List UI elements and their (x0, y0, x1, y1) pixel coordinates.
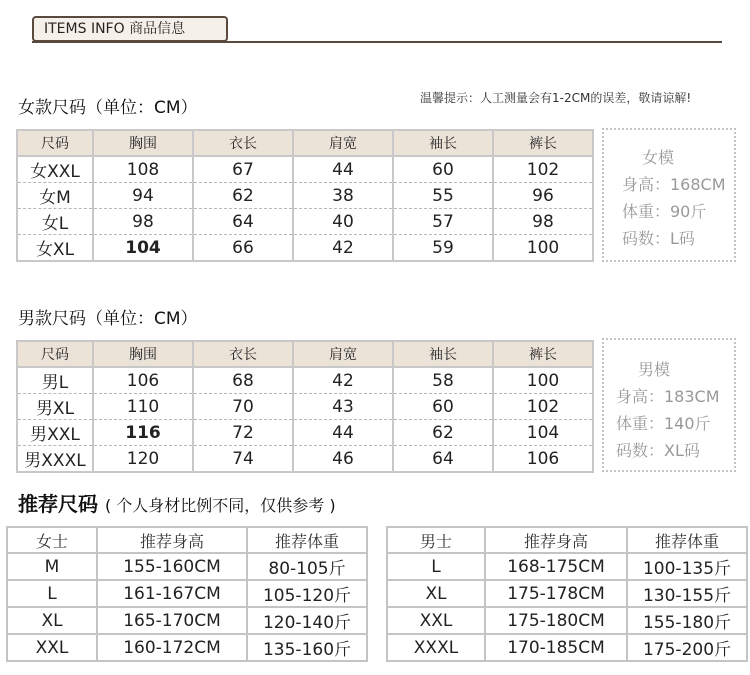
cell: XL (7, 607, 97, 634)
cell: 68 (193, 367, 293, 394)
cell: 108 (93, 156, 193, 183)
cell: 105-120斤 (247, 580, 367, 607)
cell: 60 (393, 394, 493, 420)
cell: 100 (493, 367, 593, 394)
table-row (17, 209, 593, 235)
model-size: 码数：L码 (622, 229, 695, 248)
table-row (17, 367, 593, 394)
cell: 42 (293, 235, 393, 262)
cell: 女M (17, 183, 93, 209)
men-size-table (16, 340, 594, 473)
cell: 120 (93, 446, 193, 473)
cell: 男XL (17, 394, 93, 420)
women-model-box (602, 128, 736, 262)
table-row (17, 420, 593, 446)
cell: 155-160CM (97, 553, 247, 580)
cell: 38 (293, 183, 393, 209)
cell: 43 (293, 394, 393, 420)
cell: 66 (193, 235, 293, 262)
cell: 64 (193, 209, 293, 235)
table-header-row (387, 527, 747, 553)
model-weight: 体重：90斤 (622, 202, 707, 221)
cell: 135-160斤 (247, 634, 367, 661)
model-size: 码数：XL码 (616, 441, 700, 460)
cell: 102 (493, 394, 593, 420)
cell: 155-180斤 (627, 607, 747, 634)
measurement-tip: 温馨提示：人工测量会有1-2CM的误差，敬请谅解! (420, 91, 692, 105)
cell: 男L (17, 367, 93, 394)
header-divider (32, 41, 722, 43)
table-row (17, 446, 593, 473)
table-row (387, 607, 747, 634)
col-rec-weight: 推荐体重 (627, 527, 747, 553)
cell: 40 (293, 209, 393, 235)
cell: 120-140斤 (247, 607, 367, 634)
cell: 80-105斤 (247, 553, 367, 580)
table-row (387, 634, 747, 661)
cell: 110 (93, 394, 193, 420)
cell: 102 (493, 156, 593, 183)
table-row (7, 580, 367, 607)
cell: 女XL (17, 235, 93, 262)
recommend-title: 推荐尺码 (18, 492, 98, 516)
cell: 57 (393, 209, 493, 235)
cell: 64 (393, 446, 493, 473)
col-pants: 裤长 (493, 130, 593, 156)
cell: 44 (293, 156, 393, 183)
cell: M (7, 553, 97, 580)
cell: 74 (193, 446, 293, 473)
col-rec-weight: 推荐体重 (247, 527, 367, 553)
women-recommend-table (6, 526, 368, 662)
col-men: 男士 (387, 527, 485, 553)
model-weight: 体重：140斤 (616, 414, 711, 433)
women-size-table (16, 129, 594, 262)
cell: 98 (493, 209, 593, 235)
cell: L (387, 553, 485, 580)
cell: 175-178CM (485, 580, 627, 607)
cell: 女XXL (17, 156, 93, 183)
col-length: 衣长 (193, 341, 293, 367)
cell: 46 (293, 446, 393, 473)
col-chest: 胸围 (93, 130, 193, 156)
col-chest: 胸围 (93, 341, 193, 367)
cell: 98 (93, 209, 193, 235)
table-header-row (7, 527, 367, 553)
cell: L (7, 580, 97, 607)
men-model-box (602, 338, 736, 472)
col-women: 女士 (7, 527, 97, 553)
table-row (7, 553, 367, 580)
cell: 男XXXL (17, 446, 93, 473)
col-rec-height: 推荐身高 (97, 527, 247, 553)
cell: 130-155斤 (627, 580, 747, 607)
men-size-title: 男款尺码（单位：CM） (18, 309, 198, 329)
recommend-heading (18, 488, 336, 517)
col-sleeve: 袖长 (393, 130, 493, 156)
cell: 170-185CM (485, 634, 627, 661)
table-row (17, 394, 593, 420)
cell: 106 (93, 367, 193, 394)
col-shoulder: 肩宽 (293, 341, 393, 367)
cell: 165-170CM (97, 607, 247, 634)
cell: 104 (93, 235, 193, 262)
cell: 160-172CM (97, 634, 247, 661)
cell: 70 (193, 394, 293, 420)
table-row (387, 580, 747, 607)
cell: 94 (93, 183, 193, 209)
cell: 100-135斤 (627, 553, 747, 580)
cell: 175-180CM (485, 607, 627, 634)
model-height: 身高：183CM (616, 387, 720, 406)
cell: 59 (393, 235, 493, 262)
cell: 72 (193, 420, 293, 446)
model-title: 女模 (642, 148, 675, 167)
table-header-row (17, 130, 593, 156)
table-row (7, 634, 367, 661)
cell: XXL (387, 607, 485, 634)
cell: 67 (193, 156, 293, 183)
women-size-title: 女款尺码（单位：CM） (18, 98, 198, 118)
col-size: 尺码 (17, 341, 93, 367)
cell: 60 (393, 156, 493, 183)
table-row (17, 183, 593, 209)
table-row (17, 156, 593, 183)
table-row (17, 235, 593, 262)
col-shoulder: 肩宽 (293, 130, 393, 156)
cell: 55 (393, 183, 493, 209)
model-title: 男模 (638, 360, 671, 379)
cell: 175-200斤 (627, 634, 747, 661)
cell: 106 (493, 446, 593, 473)
cell: XL (387, 580, 485, 607)
cell: 女L (17, 209, 93, 235)
cell: 96 (493, 183, 593, 209)
cell: 116 (93, 420, 193, 446)
items-info-label: ITEMS INFO 商品信息 (44, 21, 186, 37)
cell: 58 (393, 367, 493, 394)
col-length: 衣长 (193, 130, 293, 156)
col-rec-height: 推荐身高 (485, 527, 627, 553)
cell: 62 (393, 420, 493, 446)
cell: 100 (493, 235, 593, 262)
cell: XXXL (387, 634, 485, 661)
table-row (7, 607, 367, 634)
cell: 168-175CM (485, 553, 627, 580)
cell: 男XXL (17, 420, 93, 446)
cell: 42 (293, 367, 393, 394)
model-height: 身高：168CM (622, 175, 726, 194)
recommend-subtitle: ( 个人身材比例不同，仅供参考 ) (104, 496, 336, 515)
men-recommend-table (386, 526, 748, 662)
cell: 62 (193, 183, 293, 209)
cell: 161-167CM (97, 580, 247, 607)
col-pants: 裤长 (493, 341, 593, 367)
cell: XXL (7, 634, 97, 661)
table-row (387, 553, 747, 580)
col-size: 尺码 (17, 130, 93, 156)
cell: 104 (493, 420, 593, 446)
cell: 44 (293, 420, 393, 446)
items-info-tab (32, 16, 228, 42)
col-sleeve: 袖长 (393, 341, 493, 367)
table-header-row (17, 341, 593, 367)
